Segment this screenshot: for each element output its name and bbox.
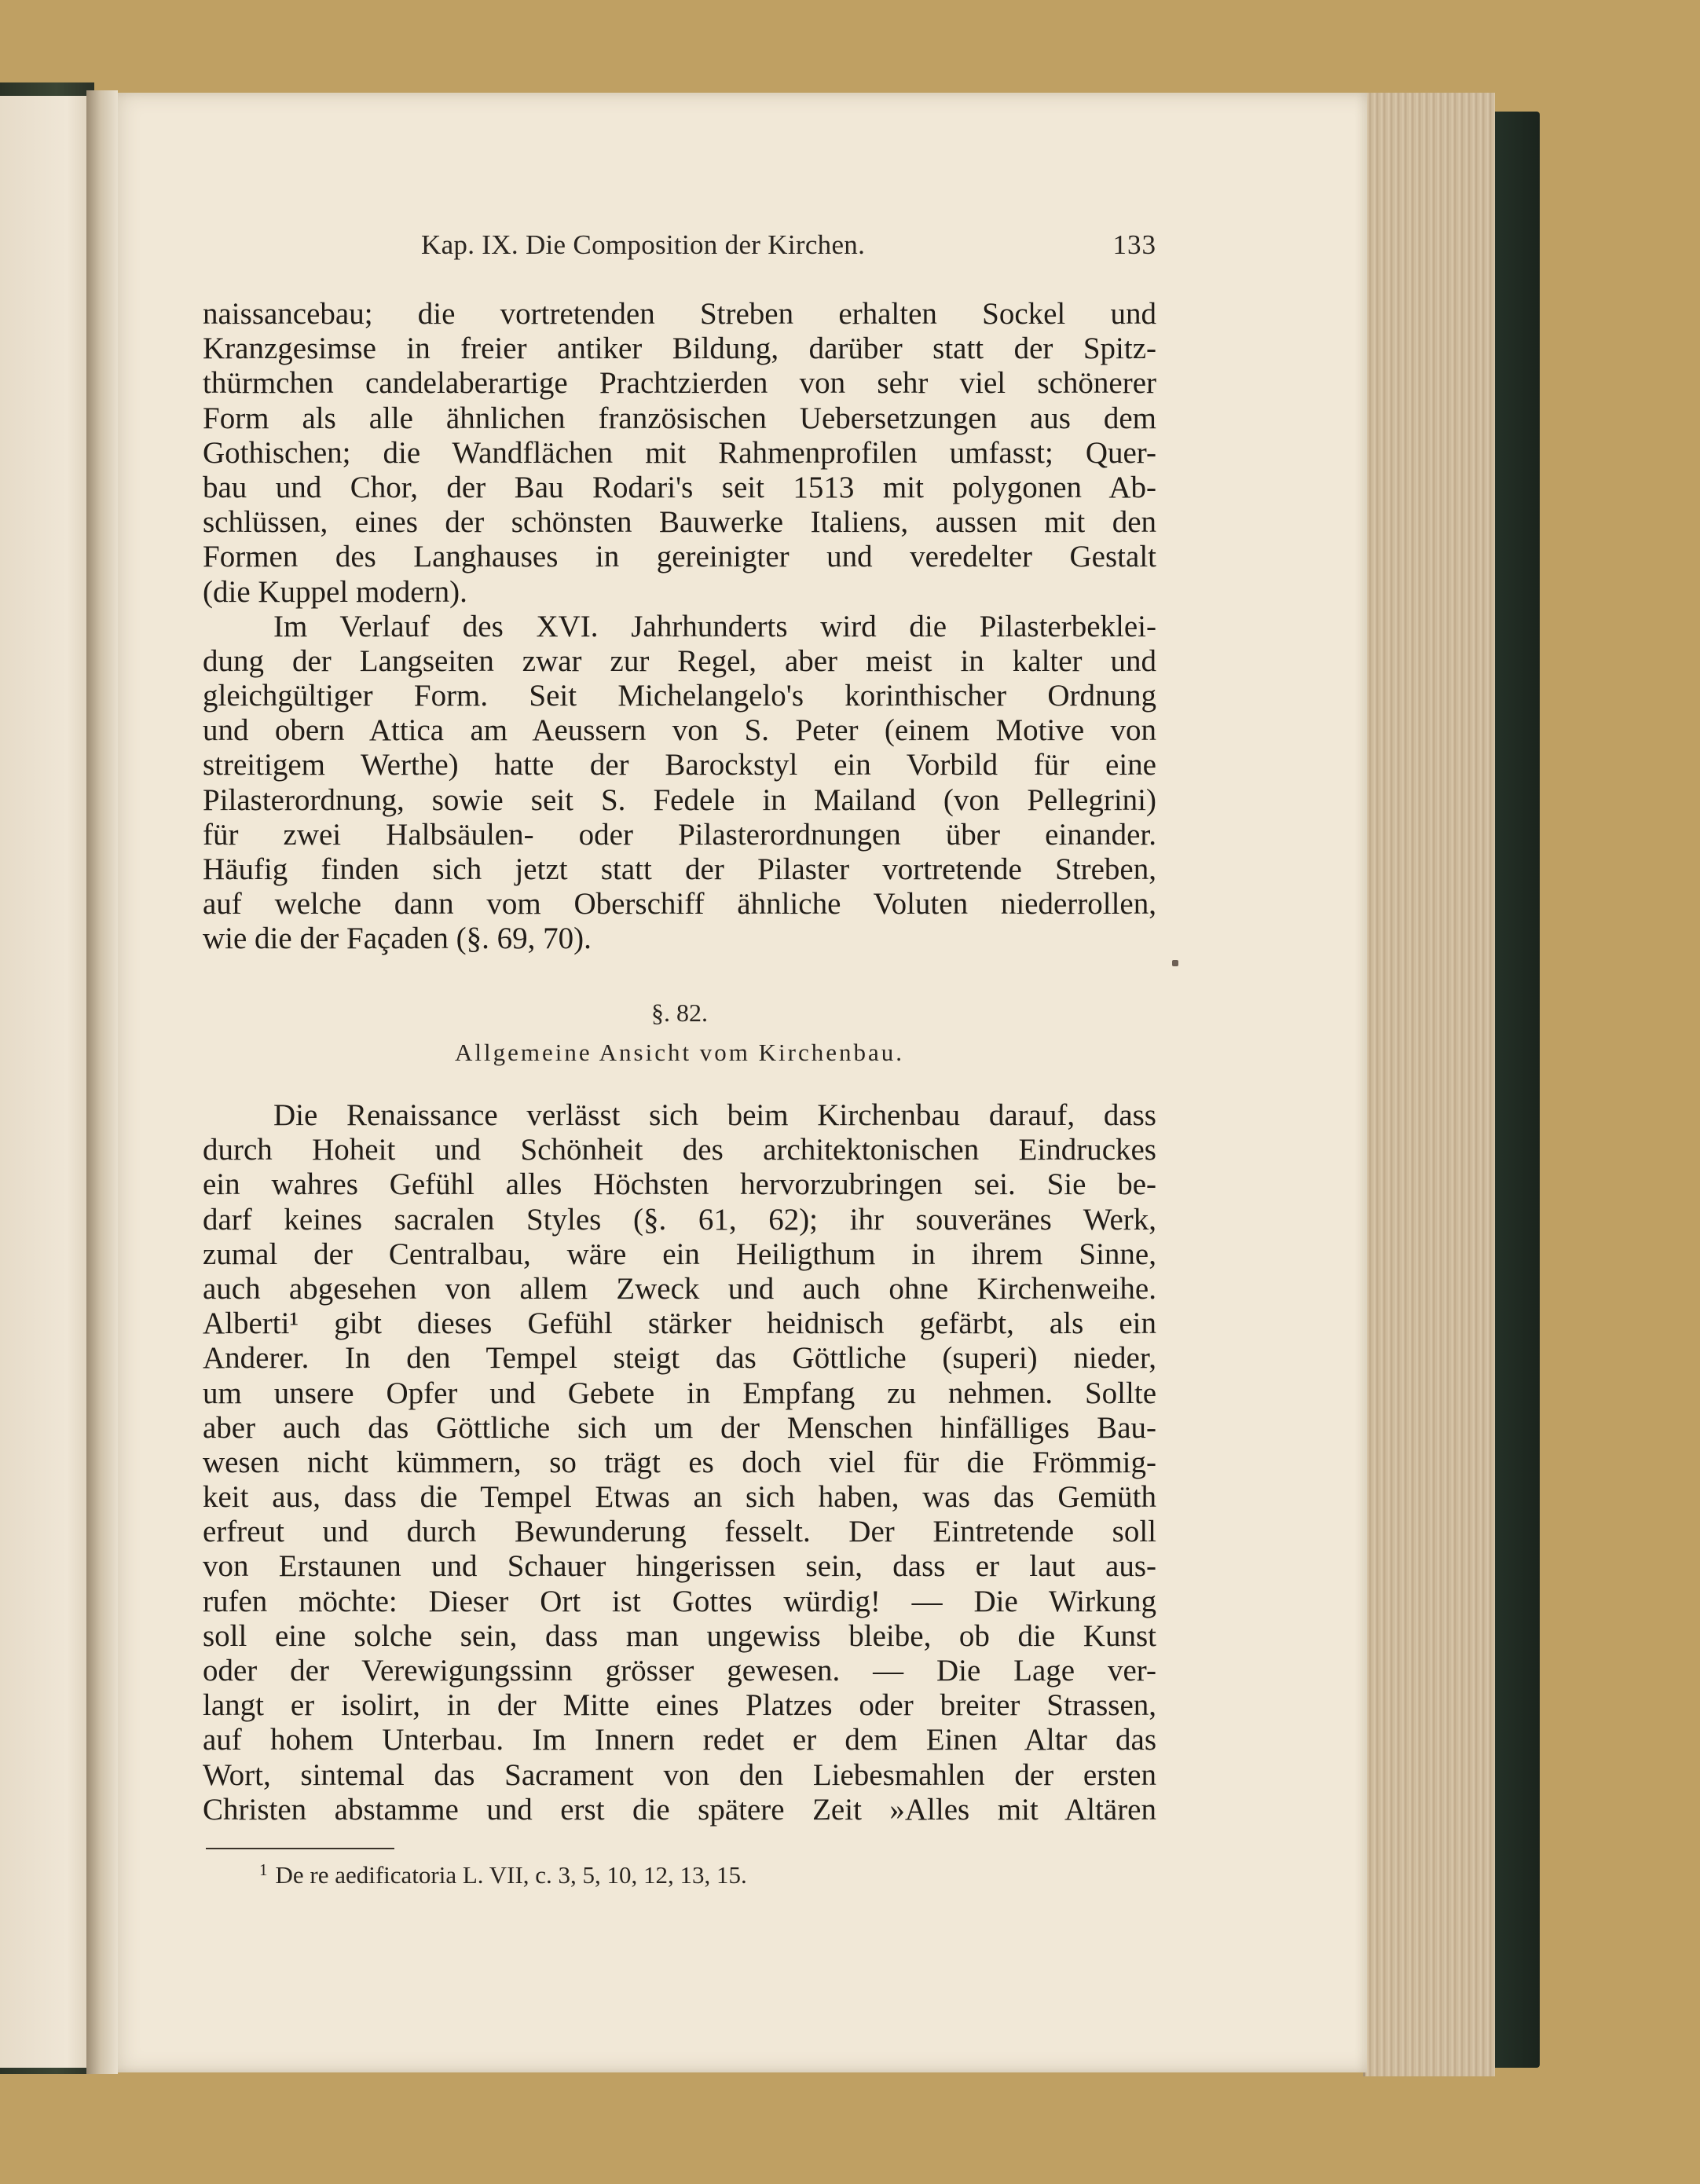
text-line: rufen möchte: Dieser Ort ist Gottes würdig! — Die Wirkung [203,1584,1156,1618]
text-line: auf welche dann vom Oberschiff ähnliche Voluten niederrollen, [203,887,1156,922]
text-line: für zwei Halbsäulen- oder Pilasterordnungen über einander. [203,817,1156,852]
running-title: Kap. IX. Die Composition der Kirchen. [421,229,866,260]
text-line: und obern Attica am Aeussern von S. Peter (einem Motive von [203,713,1156,748]
text-line: wie die der Façaden (§. 69, 70). [203,922,592,956]
left-page-edge [0,96,97,2068]
text-line: ein wahres Gefühl alles Höchsten hervorzubringen sei. Sie be- [203,1167,1156,1202]
section-title: Allgemeine Ansicht vom Kirchenbau. [454,1039,905,1066]
text-line: Die Renaissance verlässt sich beim Kirchenbau darauf, dass [273,1098,1156,1132]
text-line: schlüssen, eines der schönsten Bauwerke Italiens, aussen mit den [203,505,1156,540]
text-line: auch abgesehen von allem Zweck und auch ohne Kirchenweihe. [203,1271,1156,1306]
text-line: soll eine solche sein, dass man ungewiss bleibe, ob die Kunst [203,1618,1156,1653]
text-line: auf hohem Unterbau. Im Innern redet er dem Einen Altar das [203,1723,1156,1757]
text-line: um unsere Opfer und Gebete in Empfang zu nehmen. Sollte [203,1376,1156,1410]
text-line: Alberti¹ gibt dieses Gefühl stärker heidnisch gefärbt, als ein [203,1306,1156,1341]
text-line: Im Verlauf des XVI. Jahrhunderts wird die Pilasterbeklei- [273,609,1156,643]
paragraph-block-1 [203,297,1156,957]
page-number: 133 [1112,229,1156,260]
text-line: von Erstaunen und Schauer hingerissen sein, dass er laut aus- [203,1549,1156,1584]
text-line: Anderer. In den Tempel steigt das Göttliche (superi) nieder, [203,1341,1156,1376]
text-line: dung der Langseiten zwar zur Regel, aber meist in kalter und [203,643,1156,678]
text-line: darf keines sacralen Styles (§. 61, 62); ihr souveränes Werk, [203,1202,1156,1237]
footnote [259,1860,1123,1889]
footnote-divider [206,1848,394,1849]
text-line: oder der Verewigungssinn grösser gewesen. — Die Lage ver- [203,1654,1156,1687]
book-gutter [86,90,118,2074]
text-line: Form als alle ähnlichen französischen Uebersetzungen aus dem [203,401,1156,435]
text-line: langt er isolirt, in der Mitte eines Platzes oder breiter Strassen, [203,1688,1156,1723]
text-line: erfreut und durch Bewunderung fesselt. Der Eintretende soll [203,1515,1156,1549]
text-line: Wort, sintemal das Sacrament von den Liebesmahlen der ersten [203,1757,1156,1792]
footnote-text: De re aedificatoria L. VII, c. 3, 5, 10, 12, 13, 15. [275,1861,747,1889]
text-line: zumal der Centralbau, wäre ein Heiligthum in ihrem Sinne, [203,1237,1156,1271]
text-line: Gothischen; die Wandflächen mit Rahmenprofilen umfasst; Quer- [203,435,1156,470]
ink-speck [1172,960,1178,966]
text-line: Christen abstamme und erst die spätere Zeit »Alles mit Altären [203,1792,1156,1827]
running-head [421,229,1156,264]
text-line: bau und Chor, der Bau Rodari's seit 1513 mit polygonen Ab- [203,470,1156,504]
text-line: Kranzgesimse in freier antiker Bildung, darüber statt der Spitz- [203,332,1156,366]
page-block-edge [1363,93,1495,2076]
text-line: keit aus, dass die Tempel Etwas an sich haben, was das Gemüth [203,1480,1156,1515]
text-line: thürmchen candelaberartige Prachtzierden von sehr viel schönerer [203,366,1156,401]
text-line: Pilasterordnung, sowie seit S. Fedele in Mailand (von Pellegrini) [203,782,1156,817]
section-number: §. 82. [651,999,708,1027]
text-line: streitigem Werthe) hatte der Barockstyl ein Vorbild für eine [203,748,1156,782]
text-line: Häufig finden sich jetzt statt der Pilaster vortretende Streben, [203,852,1156,886]
footnote-mark: 1 [259,1860,268,1879]
text-line: durch Hoheit und Schönheit des architektonischen Eindruckes [203,1133,1156,1167]
paragraph-block-2 [203,1098,1156,1827]
text-line: wesen nicht kümmern, so trägt es doch viel für die Frömmig- [203,1445,1156,1479]
text-line: aber auch das Göttliche sich um der Menschen hinfälliges Bau- [203,1410,1156,1445]
text-line: naissancebau; die vortretenden Streben erhalten Sockel und [203,297,1156,331]
text-line: gleichgültiger Form. Seit Michelangelo's korinthischer Ordnung [203,679,1156,713]
text-line: Formen des Langhauses in gereinigter und veredelter Gestalt [203,540,1156,574]
text-line: (die Kuppel modern). [203,574,467,609]
